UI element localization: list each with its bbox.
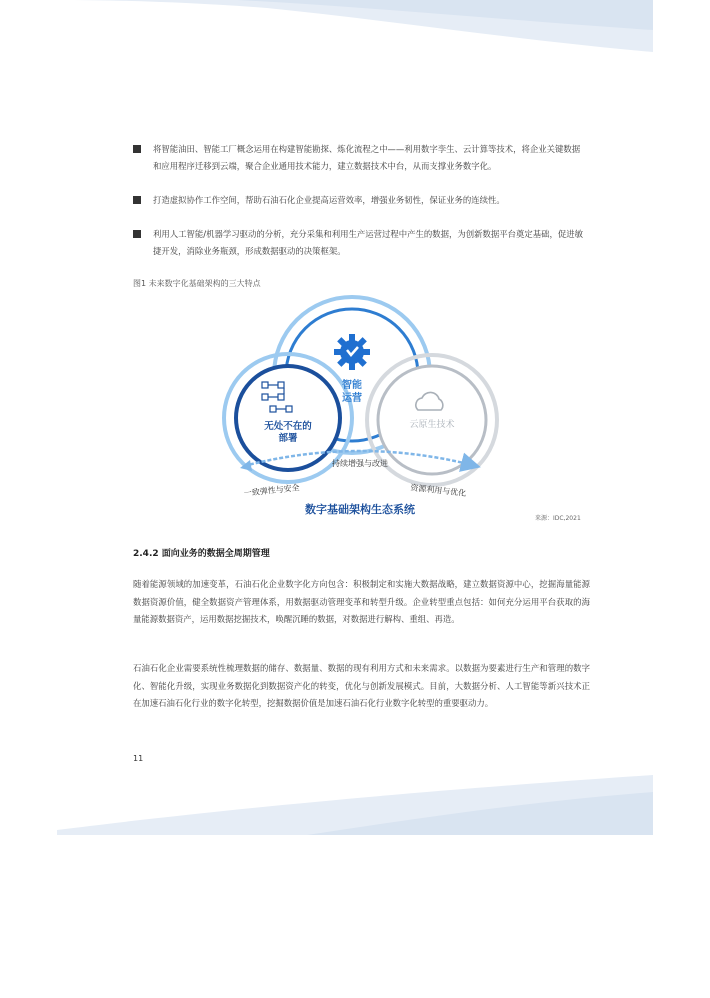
bullet-square-icon [133, 230, 141, 238]
gear-icon [334, 334, 370, 370]
left-circle-inner-ring [236, 366, 340, 470]
bullet-square-icon [133, 145, 141, 153]
bullet-text: 将智能油田、智能工厂概念运用在构建智能勘探、炼化流程之中——利用数字孪生、云计算等技术，将企业关键数据和应用程序迁移到云端，聚合企业通用技术能力，建立数据技术中台，从而支撑业务数字化。 [153, 144, 581, 171]
bullet-list [133, 141, 588, 277]
bottom-right-label: 资源利用与优化 [409, 483, 467, 498]
top-circle-label-line2: 运营 [342, 393, 362, 404]
bullet-text: 打造虚拟协作工作空间，帮助石油石化企业提高运营效率，增强业务韧性，保证业务的连续性。 [153, 195, 505, 205]
figure-caption: 图1 未来数字化基础架构的三大特点 [133, 279, 261, 288]
bullet-square-icon [133, 196, 141, 204]
bullet-text: 利用人工智能/机器学习驱动的分析，充分采集和利用生产运营过程中产生的数据，为创新数据平台奠定基础，促进敏捷开发，消除业务瓶颈，形成数据驱动的决策框架。 [153, 229, 583, 256]
diagram-title: 数字基础架构生态系统 [305, 503, 415, 516]
bullet-item [133, 141, 588, 175]
bottom-wave-decoration [57, 770, 653, 835]
bottom-left-label: 一致弹性与安全 [243, 483, 301, 498]
left-circle-label-line1: 无处不在的 [264, 421, 312, 432]
section-title: 2.4.2 面向业务的数据全周期管理 [133, 549, 270, 559]
bullet-item [133, 226, 588, 260]
page-number: 11 [133, 754, 144, 763]
left-circle-label-line2: 部署 [278, 433, 298, 444]
right-circle-label: 云原生技术 [409, 420, 455, 430]
arrow-label: 持续增强与改进 [332, 459, 388, 468]
figure-source: 来源：IDC,2021 [535, 515, 581, 522]
ecosystem-diagram [210, 290, 510, 525]
top-circle-label-line1: 智能 [342, 380, 362, 391]
top-wave-decoration [57, 0, 653, 60]
bullet-item [133, 192, 588, 209]
paragraph: 随着能源领域的加速变革，石油石化企业数字化方向包含：积极制定和实施大数据战略，建立数据资源中心，挖掘海量能源数据资源价值，健全数据资产管理体系，用数据驱动管理变革和转型升级。企业转型重点包括：如何充分运用平台获取的海量能源数据资产，运用数据挖掘技术，唤醒沉睡的数据，对数据进行解构、重组、再造。 [133, 579, 590, 624]
paragraph: 石油石化企业需要系统性梳理数据的储存、数据量、数据的现有利用方式和未来需求。以数据为要素进行生产和管理的数字化、智能化升级，实现业务数据化到数据资产化的转变，优化与创新发展模式。目前，大数据分析、人工智能等新兴技术正在加速石油石化行业的数字化转型，挖掘数据价值是加速石油石化行业数字化转型的重要驱动力。 [133, 663, 590, 708]
